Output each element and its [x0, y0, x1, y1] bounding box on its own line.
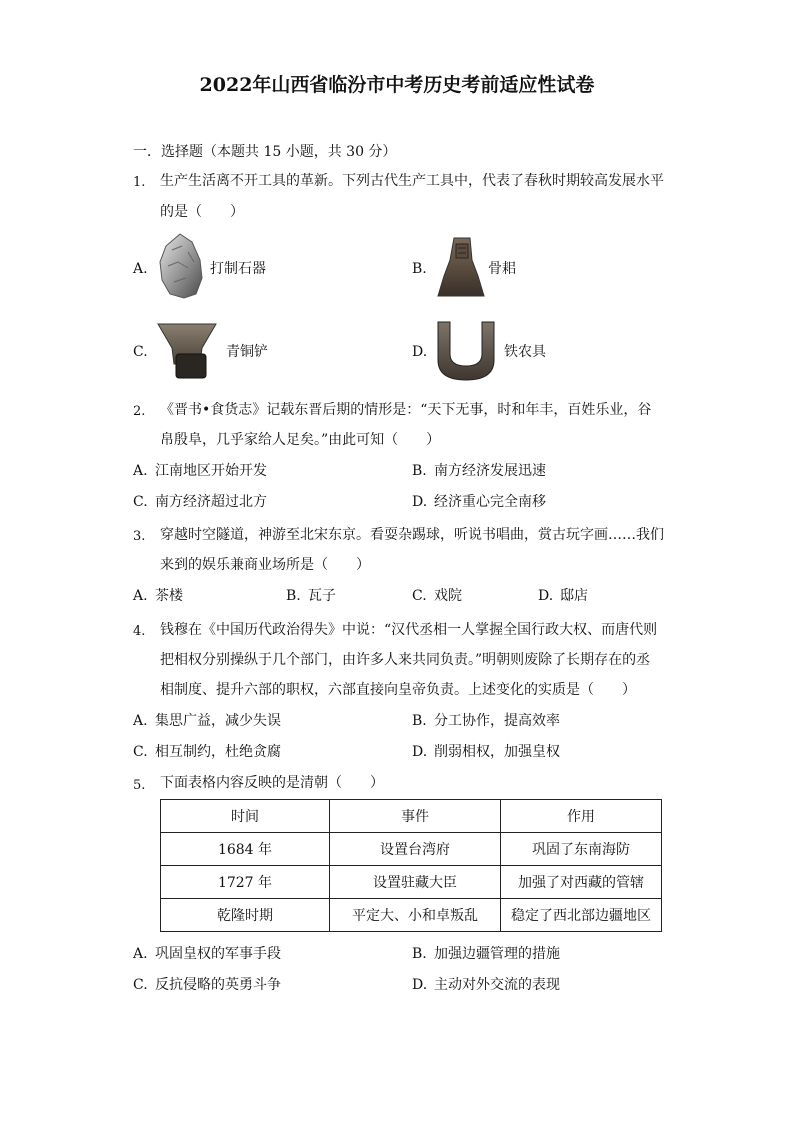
table-cell: 1684 年: [161, 833, 330, 866]
option-letter: D.: [412, 494, 428, 510]
option-text: 南方经济发展迅速: [434, 463, 546, 479]
question-number: 4.: [133, 624, 146, 639]
question-text: 的是（ ）: [160, 204, 244, 220]
option-text: 经济重心完全南移: [434, 494, 546, 510]
option-text: 邸店: [560, 588, 588, 604]
option-text: 加强边疆管理的措施: [434, 946, 560, 962]
history-table: [160, 799, 662, 932]
iron-farm-tool-image: [436, 320, 496, 382]
table-cell: 加强了对西藏的管辖: [501, 866, 662, 899]
bone-spade-image: [436, 236, 486, 300]
option-letter: A.: [133, 261, 148, 277]
question-text: 下面表格内容反映的是清朝（ ）: [160, 775, 384, 791]
option-letter: B.: [412, 713, 427, 729]
option-text: 削弱相权，加强皇权: [434, 744, 560, 760]
option-letter: B.: [286, 588, 301, 604]
option-text: 相互制约，杜绝贪腐: [155, 744, 281, 760]
page-title: 2022年山西省临汾市中考历史考前适应性试卷: [199, 74, 595, 96]
option-letter: D.: [412, 344, 428, 360]
question-number: 1.: [133, 175, 146, 190]
table-header-cell: 时间: [161, 800, 330, 833]
question-text: 钱穆在《中国历代政治得失》中说：“汉代丞相一人掌握全国行政大权、而唐代则: [160, 622, 658, 638]
table-cell: 乾隆时期: [161, 899, 330, 932]
option-letter: C.: [133, 494, 148, 510]
question-text: 帛殷阜，几乎家给人足矣。”由此可知（ ）: [160, 432, 441, 448]
table-row: [161, 866, 662, 899]
question-number: 3.: [133, 529, 146, 544]
option-text: 集思广益，减少失误: [155, 713, 281, 729]
question-text: 穿越时空隧道，神游至北宋东京。看耍杂踢球，听说书唱曲，赏古玩字画……我们: [160, 527, 664, 543]
option-letter: A.: [133, 588, 148, 604]
option-letter: A.: [133, 713, 148, 729]
option-text: 分工协作，提高效率: [434, 713, 560, 729]
option-letter: A.: [133, 463, 148, 479]
option-text: 青铜铲: [226, 344, 268, 360]
table-cell: 设置台湾府: [330, 833, 501, 866]
question-text: 《晋书•食货志》记载东晋后期的情形是：“天下无事，时和年丰，百姓乐业，谷: [160, 402, 652, 418]
option-text: 巩固皇权的军事手段: [155, 946, 281, 962]
option-text: 打制石器: [210, 261, 266, 277]
option-text: 瓦子: [308, 588, 336, 604]
question-text: 生产生活离不开工具的革新。下列古代生产工具中，代表了春秋时期较高发展水平: [160, 173, 664, 189]
option-text: 江南地区开始开发: [155, 463, 267, 479]
table-cell: 设置驻藏大臣: [330, 866, 501, 899]
option-letter: D.: [412, 744, 428, 760]
option-letter: C.: [412, 588, 427, 604]
table-row: [161, 899, 662, 932]
option-letter: C.: [133, 977, 148, 993]
option-letter: B.: [412, 463, 427, 479]
option-text: 反抗侵略的英勇斗争: [155, 977, 281, 993]
option-letter: A.: [133, 946, 148, 962]
option-text: 骨耜: [488, 261, 516, 277]
option-text: 主动对外交流的表现: [434, 977, 560, 993]
bronze-shovel-image: [156, 320, 218, 382]
table-header-cell: 事件: [330, 800, 501, 833]
option-text: 铁农具: [504, 344, 546, 360]
option-text: 茶楼: [155, 588, 183, 604]
option-letter: C.: [133, 344, 148, 360]
table-cell: 巩固了东南海防: [501, 833, 662, 866]
table-cell: 1727 年: [161, 866, 330, 899]
table-row: [161, 833, 662, 866]
question-number: 5.: [133, 778, 146, 793]
option-text: 南方经济超过北方: [155, 494, 267, 510]
chipped-stone-tool-image: [158, 232, 204, 300]
question-number: 2.: [133, 404, 146, 419]
table-header-row: [161, 800, 662, 833]
table-header-cell: 作用: [501, 800, 662, 833]
option-letter: D.: [538, 588, 554, 604]
option-letter: C.: [133, 744, 148, 760]
option-letter: D.: [412, 977, 428, 993]
option-letter: B.: [412, 946, 427, 962]
table-cell: 稳定了西北部边疆地区: [501, 899, 662, 932]
question-text: 相制度、提升六部的职权，六部直接向皇帝负责。上述变化的实质是（ ）: [160, 682, 636, 698]
section-heading: 一．选择题（本题共 15 小题，共 30 分）: [133, 144, 397, 160]
table-cell: 平定大、小和卓叛乱: [330, 899, 501, 932]
question-text: 把相权分别操纵于几个部门，由许多人来共同负责。”明朝则废除了长期存在的丞: [160, 652, 651, 668]
option-letter: B.: [412, 261, 427, 277]
question-text: 来到的娱乐兼商业场所是（ ）: [160, 557, 370, 573]
option-text: 戏院: [434, 588, 462, 604]
